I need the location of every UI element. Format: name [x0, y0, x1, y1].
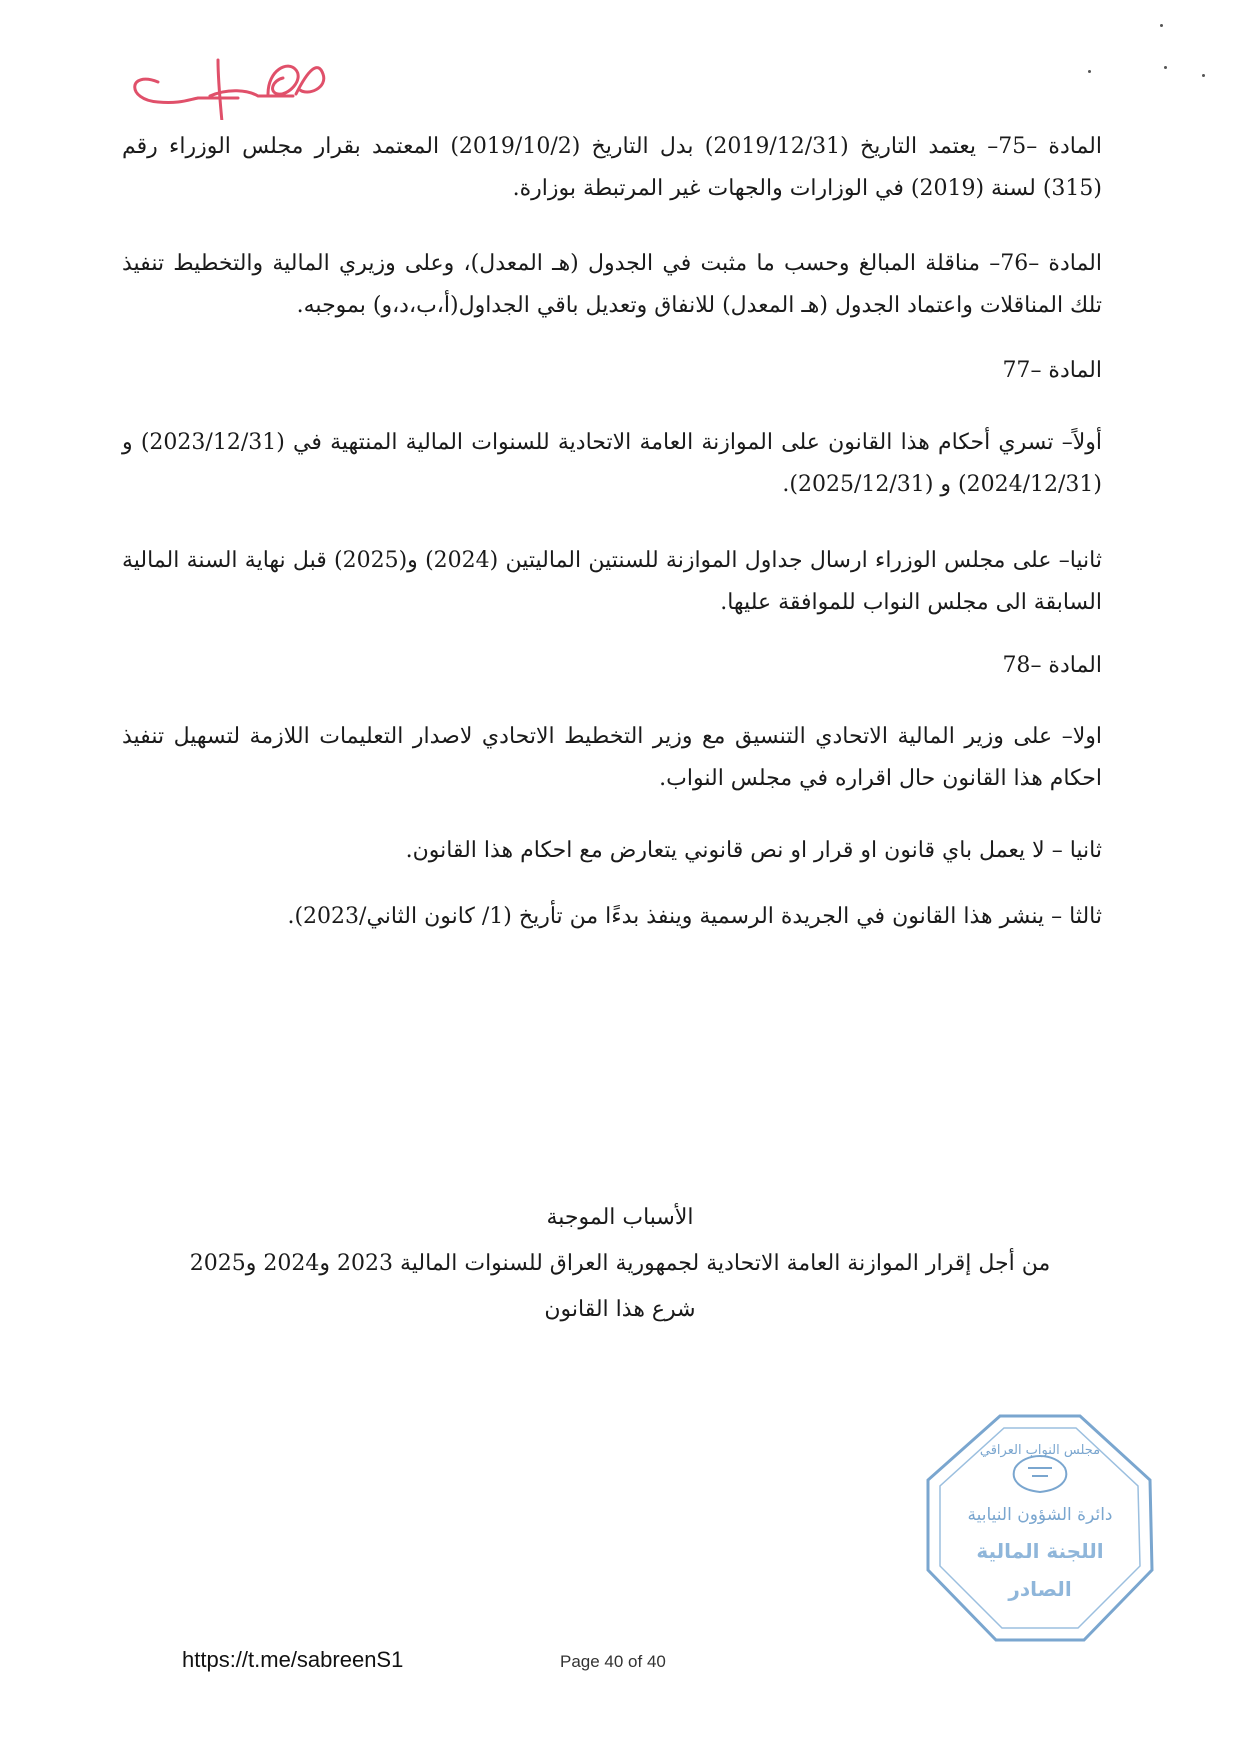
- article-75: المادة –75– يعتمد التاريخ (2019/12/31) بدل التاريخ (2019/10/2) المعتمد بقرار مجلس الوزراء رقم (315) لسنة (2019) في الوزارات والجهات غير المرتبطة بوزارة.: [122, 134, 1102, 201]
- stamp-line-3: اللجنة المالية: [976, 1539, 1104, 1563]
- handwritten-signature: [118, 30, 338, 120]
- article-76: المادة –76– مناقلة المبالغ وحسب ما مثبت في الجدول (هـ المعدل)، وعلى وزيري المالية والتخطيط تنفيذ تلك المناقلات واعتماد الجدول (هـ المعدل) للانفاق وتعديل باقي الجداول(أ،ب،د،و) بموجبه.: [122, 251, 1102, 318]
- article-78-second: ثانيا – لا يعمل باي قانون او قرار او نص قانوني يتعارض مع احكام هذا القانون.: [405, 838, 1102, 863]
- article-78-heading: المادة –78: [1002, 653, 1102, 678]
- stamp-line-2: دائرة الشؤون النيابية: [967, 1505, 1113, 1525]
- reasons-line-1: من أجل إقرار الموازنة العامة الاتحادية لجمهورية العراق للسنوات المالية 2023 و2024 و2025: [189, 1251, 1051, 1276]
- article-77-first: أولاً– تسري أحكام هذا القانون على الموازنة العامة الاتحادية للسنوات المالية المنتهية في (2023/12/31) و (2024/12/31) و (2025/12/31).: [122, 430, 1103, 497]
- article-77-heading: المادة –77: [1002, 358, 1102, 383]
- stamp-line-1: مجلس النواب العراقي: [979, 1443, 1101, 1458]
- article-78-third: ثالثا – ينشر هذا القانون في الجريدة الرسمية وينفذ بدءًا من تأريخ (1/ كانون الثاني/2023).: [287, 904, 1102, 929]
- telegram-link[interactable]: https://t.me/sabreenS1: [182, 1647, 404, 1672]
- article-77-second: ثانيا– على مجلس الوزراء ارسال جداول الموازنة للسنتين الماليتين (2024) و(2025) قبل نهاية السنة المالية السابقة الى مجلس النواب للموافقة عليها.: [122, 548, 1102, 615]
- official-stamp: [920, 1408, 1160, 1648]
- justifying-reasons-section: [150, 1196, 1090, 1332]
- reasons-title: الأسباب الموجبة: [546, 1205, 694, 1230]
- reasons-line-2: شرع هذا القانون: [544, 1297, 696, 1322]
- article-78-first: اولا– على وزير المالية الاتحادي التنسيق مع وزير التخطيط الاتحادي لاصدار التعليمات اللازمة لتسهيل تنفيذ احكام هذا القانون حال اقراره في مجلس النواب.: [122, 724, 1102, 791]
- stamp-line-4: الصادر: [1008, 1577, 1072, 1601]
- page-number: Page 40 of 40: [560, 1652, 666, 1671]
